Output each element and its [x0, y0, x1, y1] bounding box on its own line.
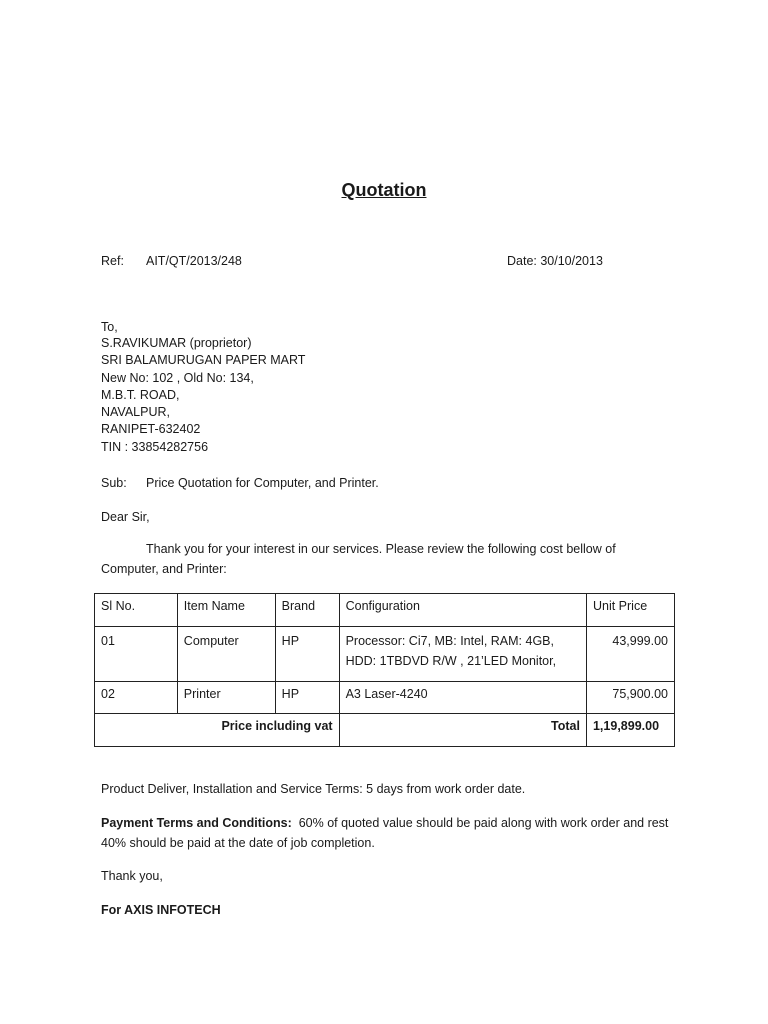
- payment-terms-line-2: 40% should be paid at the date of job completion.: [101, 836, 375, 850]
- table-total-row: [95, 714, 675, 747]
- address-line: S.RAVIKUMAR (proprietor): [101, 336, 252, 350]
- quotation-table: [94, 593, 675, 747]
- header-sl-no: Sl No.: [95, 594, 178, 627]
- table-row: [95, 682, 675, 714]
- address-line: M.B.T. ROAD,: [101, 387, 180, 402]
- config-line: Processor: Ci7, MB: Intel, RAM: 4GB,: [345, 634, 554, 648]
- header-configuration: Configuration: [339, 594, 586, 627]
- address-line: TIN : 33854282756: [101, 439, 209, 454]
- address-line: NAVALPUR,: [101, 405, 171, 420]
- header-item-name: Item Name: [177, 594, 275, 627]
- address-line: RANIPET-632402: [101, 422, 201, 437]
- cell-unit-price: 43,999.00: [586, 627, 674, 682]
- recipient-heading: To,: [101, 320, 118, 334]
- recipient-address: [101, 335, 305, 456]
- cell-unit-price: 75,900.00: [586, 682, 674, 714]
- price-including-vat-label: Price including vat: [95, 714, 340, 747]
- total-value: 1,19,899.00: [586, 714, 674, 747]
- address-line: SRI BALAMURUGAN PAPER MART: [101, 353, 306, 368]
- table-row: [95, 627, 675, 682]
- cell-brand: HP: [275, 627, 339, 682]
- signature: For AXIS INFOTECH: [101, 903, 221, 917]
- header-brand: Brand: [275, 594, 339, 627]
- subject-text: Price Quotation for Computer, and Printer.: [146, 476, 379, 490]
- quotation-date: Date: 30/10/2013: [507, 254, 603, 268]
- cell-item-name: Computer: [177, 627, 275, 682]
- ref-number: AIT/QT/2013/248: [146, 254, 242, 268]
- cell-configuration: A3 Laser-4240: [339, 682, 586, 714]
- config-line: HDD: 1TBDVD R/W , 21’LED Monitor,: [345, 654, 557, 668]
- cell-brand: HP: [275, 682, 339, 714]
- closing: Thank you,: [101, 869, 163, 883]
- subject-label: Sub:: [101, 476, 127, 490]
- intro-line-1: Thank you for your interest in our services. Please review the following cost bellow of: [146, 542, 616, 556]
- cell-sl-no: 01: [95, 627, 178, 682]
- address-line: New No: 102 , Old No: 134,: [101, 370, 254, 385]
- payment-terms-line-1: [101, 815, 668, 832]
- total-label: Total: [339, 714, 586, 747]
- table-header-row: [95, 594, 675, 627]
- cell-sl-no: 02: [95, 682, 178, 714]
- ref-label: Ref:: [101, 254, 124, 268]
- cell-configuration: [339, 627, 586, 682]
- cell-item-name: Printer: [177, 682, 275, 714]
- salutation: Dear Sir,: [101, 510, 150, 524]
- delivery-terms: Product Deliver, Installation and Service Terms: 5 days from work order date.: [101, 782, 526, 796]
- payment-terms-label: Payment Terms and Conditions:: [101, 816, 292, 830]
- intro-line-2: Computer, and Printer:: [101, 562, 227, 576]
- header-unit-price: Unit Price: [586, 594, 674, 627]
- document-title: Quotation: [341, 180, 427, 200]
- payment-terms-text: 60% of quoted value should be paid along with work order and rest: [298, 816, 669, 830]
